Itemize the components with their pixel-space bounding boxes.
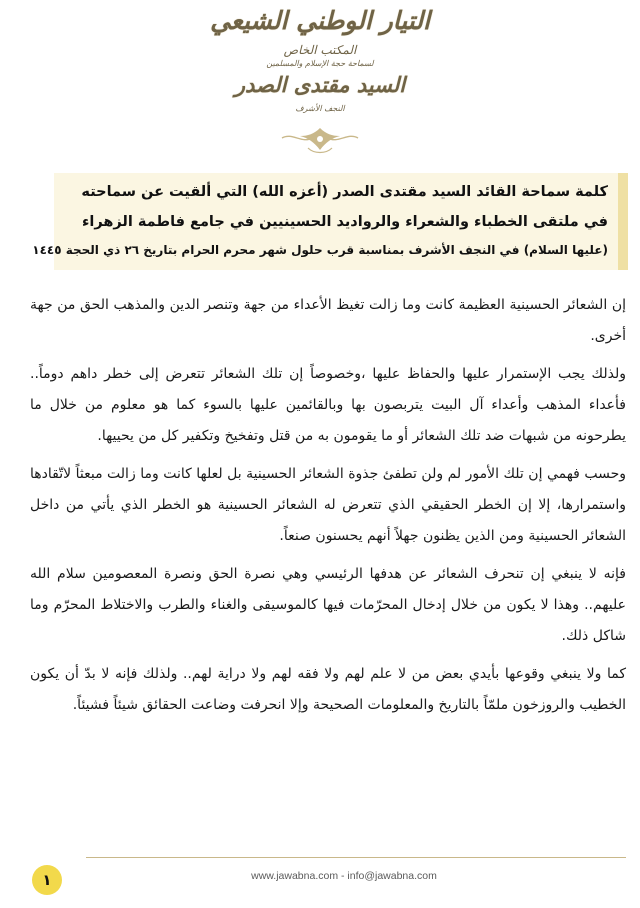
office-name: المكتب الخاص bbox=[283, 43, 357, 57]
footer-divider bbox=[86, 857, 626, 858]
page-number-badge: ١ bbox=[32, 865, 62, 895]
org-title: التيار الوطني الشيعي bbox=[210, 6, 430, 35]
paragraph: كما ولا ينبغي وقوعها بأيدي بعض من لا علم لهم ولا فقه لهم ولا دراية لهم.. ولذلك فإنه لا بدّ أن يكون الخطيب والروزخون ملمّاً بالتاريخ والمعلومات الصحيحة وإلا انحرفت وضاعت الحقائق شيئاً فشيئاً. bbox=[30, 666, 626, 713]
city-name: النجف الأشرف bbox=[295, 104, 345, 113]
paragraph: ولذلك يجب الإستمرار عليها والحفاظ عليها ،وخصوصاً إن تلك الشعائر تتعرض إلى خطر داهم دوماً.. فأعداء المذهب وأعداء آل البيت يتربصون بها وبالقائمين عليها بالسوء كما هو معلوم من خلال ما يطرحونه من شبهات ضد تلك الشعائر أو ما يقومون به من قتل وتفخيخ وتكفير كل من يحييها. bbox=[30, 366, 626, 444]
ornament-icon bbox=[278, 124, 362, 156]
letterhead bbox=[0, 0, 640, 160]
speech-body bbox=[30, 290, 626, 728]
leader-name: السيد مقتدى الصدر bbox=[234, 72, 406, 97]
office-subtitle: لسماحة حجة الإسلام والمسلمين bbox=[266, 59, 374, 68]
speech-title-box bbox=[32, 173, 628, 270]
speech-title-line-3: (عليها السلام) في النجف الأشرف بمناسبة قرب حلول شهر محرم الحرام بتاريخ ٢٦ ذي الحجة ١٤٤٥ bbox=[32, 243, 608, 257]
footer-links[interactable]: www.jawabna.com - info@jawabna.com bbox=[251, 870, 437, 882]
paragraph: إن الشعائر الحسينية العظيمة كانت وما زالت تغيظ الأعداء من جهة وتنصر الدين والمذهب الحق من جهة أخرى. bbox=[30, 297, 626, 344]
speech-title-line-2: في ملتقى الخطباء والشعراء والرواديد الحسينيين في جامع فاطمة الزهراء bbox=[81, 214, 608, 230]
paragraph: فإنه لا ينبغي إن تنحرف الشعائر عن هدفها الرئيسي وهي نصرة الحق ونصرة المعصومين سلام الله عليهم.. وهذا لا يكون من خلال إدخال المحرّمات فيها كالموسيقى والغناء والطرب والاختلاط المحرّم وما شاكل ذلك. bbox=[30, 566, 626, 644]
speech-title-line-1: كلمة سماحة القائد السيد مقتدى الصدر (أعزه الله) التي ألقيت عن سماحته bbox=[81, 184, 608, 200]
paragraph: وحسب فهمي إن تلك الأمور لم ولن تطفئ جذوة الشعائر الحسينية بل لعلها كانت وما زالت مبعثاً لاتّقادها واستمرارها، إلا إن الخطر الحقيقي الذي تتعرض له الشعائر الحسينية هو الخطر الذي يأتي من داخل الشعائر الحسينية ومن الذين يظنون جهلاً أنهم يحسنون صنعاً. bbox=[30, 466, 626, 544]
